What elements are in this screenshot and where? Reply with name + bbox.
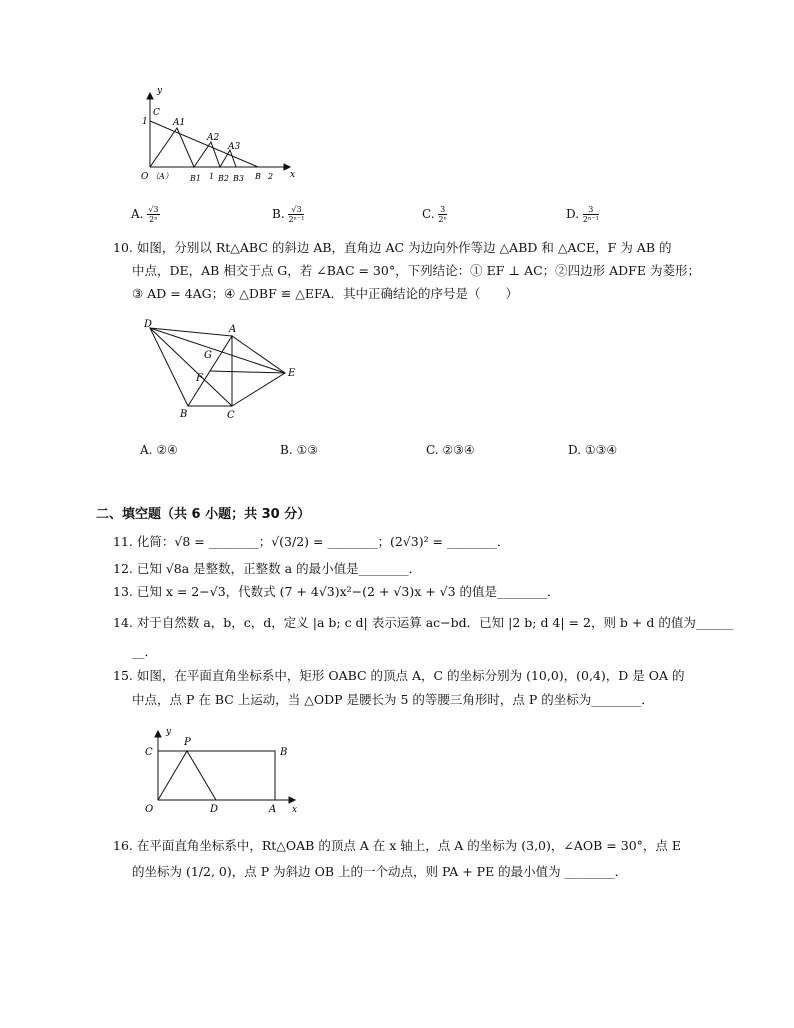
numerator: √3 [288, 205, 304, 215]
label-G: G [204, 350, 212, 361]
y-axis-arrow [147, 93, 153, 99]
label-y: y [166, 728, 172, 737]
q16-line-2: 的坐标为 (1/2, 0)，点 P 为斜边 OB 上的一个动点，则 PA + PE 的最小值为 ________． [132, 864, 628, 879]
label-one-x: 1 [209, 172, 215, 181]
figure-q9 [130, 85, 300, 190]
fraction [438, 205, 447, 224]
label-D: D [210, 804, 219, 815]
label-A1: A1 [173, 118, 186, 128]
denominator: 2ⁿ⁻¹ [582, 215, 599, 224]
label-B3: B3 [233, 174, 244, 183]
label-x: x [290, 170, 296, 180]
denominator: 2ⁿ [149, 215, 158, 224]
numerator: 3 [583, 205, 599, 215]
label-x: x [292, 805, 298, 815]
label-C: C [145, 747, 153, 758]
q10-option-c[interactable]: C. ②③④ [426, 443, 475, 457]
numerator: √3 [148, 205, 159, 214]
option-letter: C. [422, 207, 435, 221]
section-title: 二、填空题（共 6 小题；共 30 分） [96, 507, 311, 522]
label-B2: B2 [218, 174, 229, 183]
label-B: B [255, 172, 261, 181]
q9-option-a[interactable] [131, 205, 160, 224]
label-y: y [157, 86, 163, 96]
label-B: B [180, 409, 188, 420]
q9-option-b[interactable] [272, 205, 304, 224]
fraction [147, 205, 159, 224]
fraction [288, 205, 304, 224]
label-A2: A2 [207, 133, 220, 143]
segment-DC [150, 328, 232, 406]
q14-line-1: 14. 对于自然数 a，b，c，d，定义 |a b; c d| 表示运算 ac−bd．已知 |2 b; d 4| = 2，则 b + d 的值为______ [113, 615, 734, 630]
q16-line-1: 16. 在平面直角坐标系中，Rt△OAB 的顶点 A 在 x 轴上，点 A 的坐标为 (3,0)，∠AOB = 30°，点 E [113, 838, 681, 853]
rectangle-OABC [158, 751, 275, 800]
label-C: C [153, 108, 160, 118]
label-F: F [196, 373, 203, 384]
label-O: O [145, 804, 154, 815]
q14-line-2: __． [132, 644, 158, 659]
label-OA: （A） [151, 172, 173, 181]
option-letter: A. [131, 207, 144, 221]
q12-text: 12. 已知 √8a 是整数，正整数 a 的最小值是________． [113, 561, 422, 576]
option-letter: B. [272, 207, 285, 221]
denominator: 2ⁿ⁻¹ [288, 215, 305, 224]
q9-option-c[interactable] [422, 205, 447, 224]
option-letter: D. [566, 207, 580, 221]
q10-option-a[interactable]: A. ②④ [140, 443, 178, 457]
label-one-y: 1 [142, 117, 148, 127]
figure-q10 [140, 318, 300, 423]
fraction [583, 205, 599, 224]
label-two: 2 [268, 172, 274, 181]
q10-line-2: 中点，DE，AB 相交于点 G，若 ∠BAC = 30°，下列结论：① EF ⊥ AC；②四边形 ADFE 为菱形； [132, 263, 700, 278]
x-axis-arrow [289, 797, 295, 803]
q10-option-d[interactable]: D. ①③④ [568, 443, 618, 457]
numerator: 3 [440, 205, 446, 214]
label-O: O [141, 172, 149, 182]
q10-option-b[interactable]: B. ①③ [280, 443, 318, 457]
q13-text: 13. 已知 x = 2−√3，代数式 (7 + 4√3)x²−(2 + √3)x + √3 的值是________． [113, 584, 560, 599]
label-A: A [229, 324, 237, 335]
segment-FE [210, 371, 285, 373]
label-C: C [227, 410, 235, 421]
label-A: A [269, 804, 277, 815]
zigzag [150, 128, 236, 167]
label-E: E [288, 368, 296, 379]
triangle-ODP [158, 751, 216, 800]
label-B: B [280, 747, 288, 758]
label-D: D [144, 319, 153, 330]
label-A3: A3 [228, 142, 241, 152]
label-B1: B1 [190, 174, 201, 183]
y-axis-arrow [155, 731, 161, 737]
figure-q15 [140, 728, 305, 818]
triangle-ACE [232, 336, 285, 406]
q15-line-1: 15. 如图，在平面直角坐标系中，矩形 OABC 的顶点 A，C 的坐标分别为 (10,0)，(0,4)，D 是 OA 的 [113, 668, 685, 683]
q15-line-2: 中点，点 P 在 BC 上运动，当 △ODP 是腰长为 5 的等腰三角形时，点 P 的坐标为________． [132, 692, 654, 707]
q10-line-1: 10. 如图，分别以 Rt△ABC 的斜边 AB，直角边 AC 为边向外作等边 △ABD 和 △ACE，F 为 AB 的 [113, 240, 672, 255]
q11-text: 11. 化简：√8 = ________；√(3/2) = ________；(2√3)² = ________． [113, 534, 510, 549]
denominator: 2ⁿ [438, 215, 447, 224]
label-P: P [184, 737, 191, 748]
q9-option-d[interactable] [566, 205, 599, 224]
q10-line-3: ③ AD = 4AG；④ △DBF ≌ △EFA．其中正确结论的序号是（ ） [132, 286, 519, 301]
